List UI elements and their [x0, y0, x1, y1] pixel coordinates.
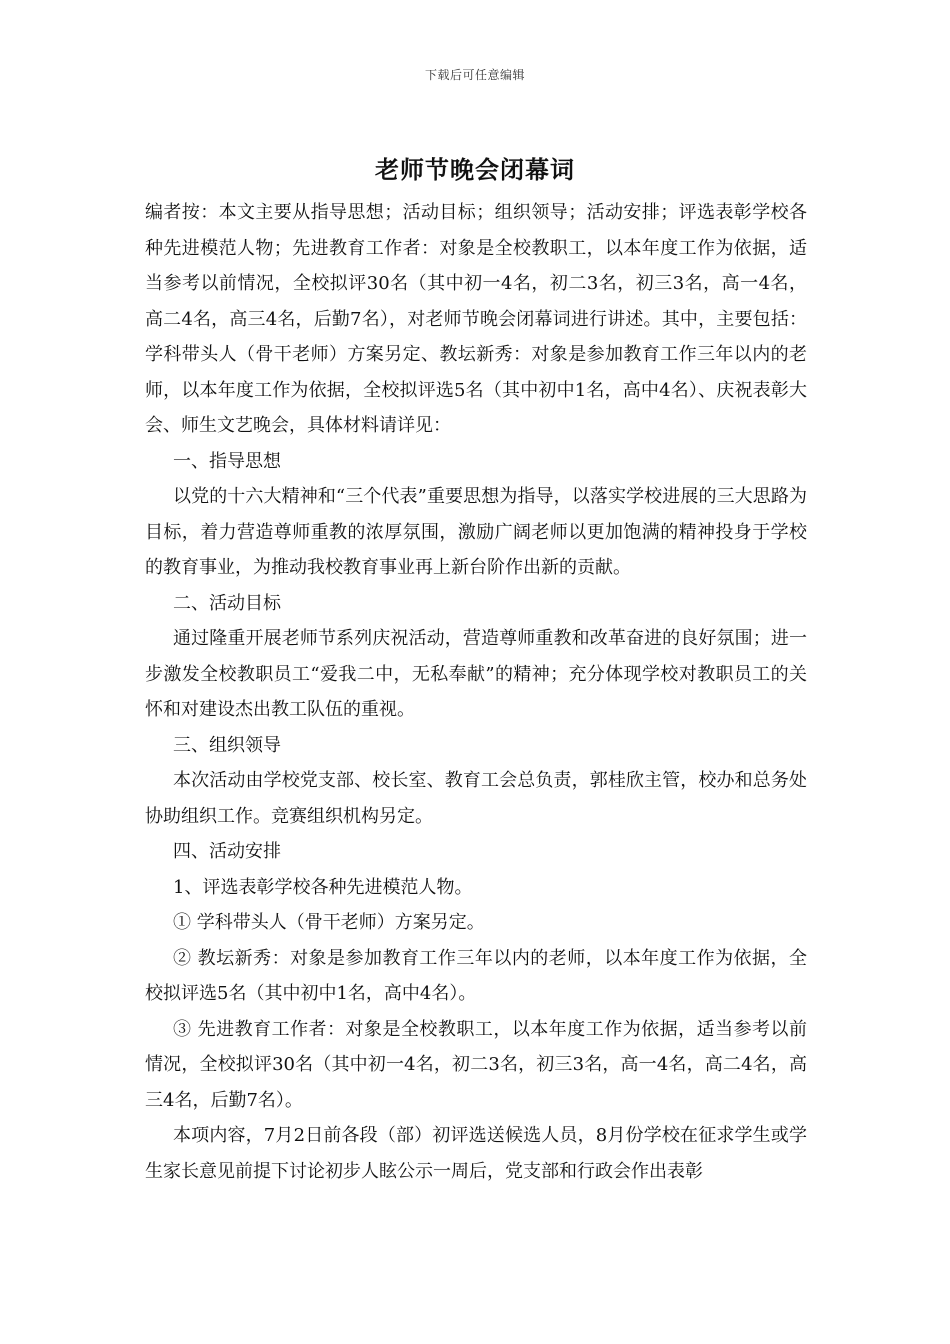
- paragraph-organization: 本次活动由学校党支部、校长室、教育工会总负责，郭桂欣主管，校办和总务处协助组织工作。竞赛组织机构另定。: [145, 770, 807, 827]
- document-title: 老师节晚会闭幕词: [375, 155, 575, 184]
- section-heading-organization: 三、组织领导: [173, 734, 281, 756]
- header-note: 下载后可任意编辑: [424, 68, 525, 82]
- editor-note-paragraph: 编者按：本文主要从指导思想；活动目标；组织领导；活动安排；评选表彰学校各种先进模范人物；先进教育工作者：对象是全校教职工，以本年度工作为依据，适当参考以前情况，全校拟评30名（其中初一4名，初二3名，初三3名，高一4名，高二4名，高三4名，后勤7名），对老师节晚会闭幕词进行讲述。其中，主要包括：学科带头人（骨干老师）方案另定、教坛新秀：对象是参加教育工作三年以内的老师，以本年度工作为依据，全校拟评选5名（其中初中1名，高中4名）、庆祝表彰大会、师生文艺晚会，具体材料请详见：: [145, 202, 807, 436]
- section-heading-activity-goals: 二、活动目标: [173, 592, 281, 614]
- section-heading-activity-arrangement: 四、活动安排: [173, 841, 281, 862]
- list-item-new-teacher: ② 教坛新秀：对象是参加教育工作三年以内的老师，以本年度工作为依据，全校拟评选5名（其中初中1名，高中4名）。: [145, 947, 807, 1004]
- document-body: [145, 195, 807, 1189]
- list-item-award-selection: 1、评选表彰学校各种先进模范人物。: [173, 876, 473, 898]
- section-heading-guiding-ideology: 一、指导思想: [173, 450, 281, 472]
- paragraph-guiding-ideology: 以党的十六大精神和“三个代表”重要思想为指导，以落实学校进展的三大思路为目标，着力营造尊师重教的浓厚氛围，激励广阔老师以更加饱满的精神投身于学校的教育事业，为推动我校教育事业再上新台阶作出新的贡献。: [145, 486, 807, 578]
- list-item-subject-leader: ① 学科带头人（骨干老师）方案另定。: [173, 912, 485, 933]
- paragraph-procedure: 本项内容，7月2日前各段（部）初评选送候选人员，8月份学校在征求学生或学生家长意见前提下讨论初步人眩公示一周后，党支部和行政会作出表彰: [145, 1125, 807, 1182]
- list-item-advanced-worker: ③ 先进教育工作者：对象是全校教职工，以本年度工作为依据，适当参考以前情况，全校拟评30名（其中初一4名，初二3名，初三3名，高一4名，高二4名，高三4名，后勤7名）。: [145, 1018, 807, 1111]
- paragraph-activity-goals: 通过隆重开展老师节系列庆祝活动，营造尊师重教和改革奋进的良好氛围；进一步激发全校教职员工“爱我二中，无私奉献”的精神；充分体现学校对教职员工的关怀和对建设杰出教工队伍的重视。: [145, 628, 807, 720]
